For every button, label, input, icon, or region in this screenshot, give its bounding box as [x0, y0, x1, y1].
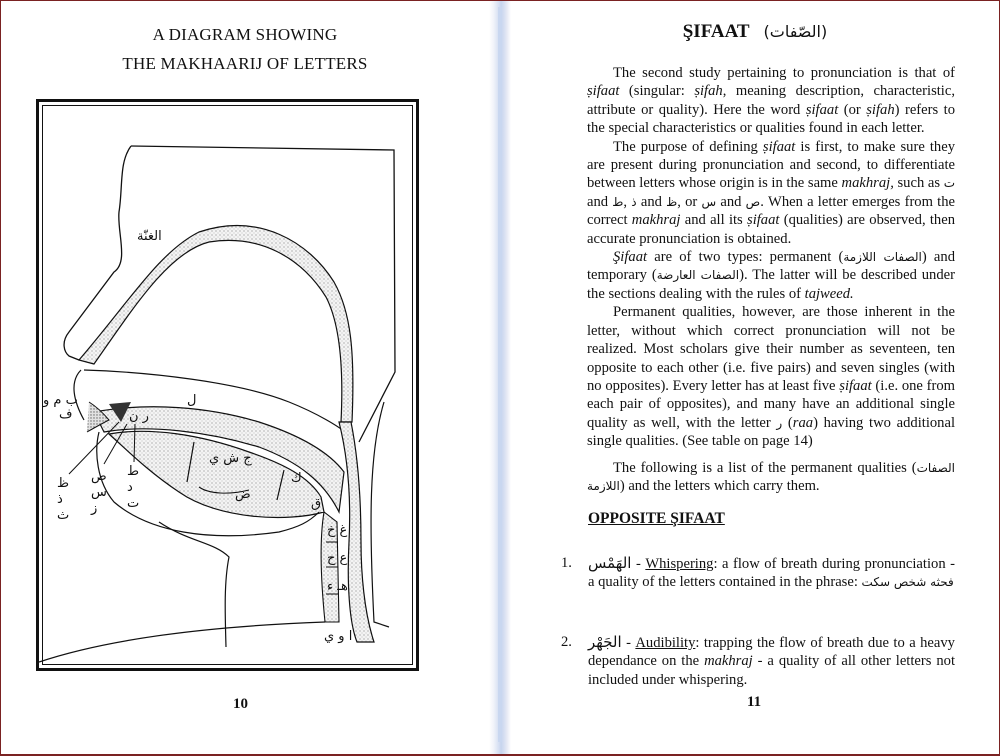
neck-outline: [159, 522, 229, 647]
diagram-title-line1: A DIAGRAM SHOWING: [152, 25, 338, 44]
text-run: Permanent qualities, however, are those inherent in the letter, without which correct pronunciation will not be realized. Most scholars give their number as seventeen, ten opposite to each other (i.e. five pairs) and seven singles (with no opposites). Every letter has at least five: [587, 304, 955, 394]
arabic-text: ت: [943, 176, 956, 191]
label-teeth-2c: ز: [91, 501, 98, 516]
list-item: [561, 554, 955, 592]
label-laam: ل: [187, 393, 197, 408]
italic-term: ṣifaat: [805, 101, 839, 118]
paragraph: [587, 248, 955, 303]
text-run: : a flow of breath during pronunciation - a quality of the letters contained in the phrase:: [588, 556, 955, 591]
text-run: - a quality of all other letters not included under whispering.: [588, 653, 955, 688]
term-label: Whispering: [645, 556, 714, 572]
makhaarij-diagram: [39, 102, 416, 668]
jaw-outline: [97, 432, 322, 536]
italic-term: ṣifaat: [762, 138, 796, 155]
italic-term: makhraj,: [841, 175, 894, 192]
lip-shading: [109, 402, 131, 422]
paragraph: [587, 138, 955, 248]
body-text: [587, 64, 955, 495]
arabic-text: فحثه شخص سكت: [861, 575, 954, 590]
label-teeth-1c: ث: [57, 508, 70, 523]
italic-term: ṣifah: [866, 101, 895, 118]
label-nasal: الغنّة: [137, 229, 162, 244]
arabic-text: ر: [776, 415, 783, 430]
arabic-text: ط: [612, 194, 624, 209]
diagram-title-line2: THE MAKHAARIJ OF LETTERS: [122, 54, 368, 73]
italic-term: ṣifaat: [839, 377, 872, 394]
arabic-text: الصفات اللازمة: [843, 250, 922, 265]
paragraph: [587, 64, 955, 138]
title-arabic: (الصّفات): [763, 22, 828, 41]
text-run: are of two types: permanent (: [647, 249, 844, 266]
text-run: and: [587, 193, 613, 210]
head-outline: [131, 146, 395, 442]
italic-term: ṣifaat: [747, 212, 780, 229]
label-kaaf: ك: [291, 471, 302, 486]
italic-term: raa: [792, 414, 814, 431]
arabic-text: الصفات العارضة: [656, 268, 740, 283]
title-text: ŞIFAAT: [682, 21, 750, 42]
text-run: The second study pertaining to pronunciation is that of: [613, 65, 955, 81]
label-haa-hamza: هـ ء: [327, 579, 348, 594]
text-run: The following is a list of the permanent qualities (: [613, 459, 917, 476]
larynx-column: [321, 512, 339, 622]
label-raa-noon: ر ن: [129, 409, 149, 424]
text-run: (i.e. one from each pair of opposites), and many have an additional single quality as well, with the letter: [587, 377, 955, 431]
palate: [84, 370, 345, 432]
upper-lip: [74, 370, 84, 420]
separator: -: [631, 556, 646, 572]
italic-term: makhraj: [704, 653, 753, 670]
text-run: , or: [677, 193, 702, 210]
arabic-text: ذ: [631, 194, 637, 209]
arabic-term: الهَمْس: [588, 554, 632, 572]
label-teeth-3b: د: [127, 480, 133, 495]
separator: -: [621, 635, 636, 651]
list-item: [561, 633, 955, 689]
label-jeem-sheen-yaa: ج ش ي: [209, 451, 252, 466]
arabic-text: ظ: [666, 194, 678, 209]
left-page: [1, 1, 489, 754]
text-run: is first, to make sure they are present during pronunciation and second, to differentiate between letters whose origin is in the same: [587, 138, 955, 192]
text-run: , meaning description, characteristic, attribute or quality). Here the word: [587, 83, 955, 118]
arabic-term: الجَهْر: [588, 633, 622, 651]
italic-term: ṣifaat: [587, 83, 620, 100]
label-lips: ب م و: [43, 393, 78, 408]
label-teeth-2a: ص: [91, 469, 107, 484]
throat-band: [339, 422, 374, 642]
text-run: ). The latter will be described under the sections dealing with the rules of: [587, 267, 955, 302]
label-teeth-3c: ت: [127, 496, 140, 511]
text-run: and: [716, 193, 746, 210]
label-ain-haa: ع ح: [327, 551, 348, 566]
italic-term: Şifaat: [613, 249, 648, 266]
arabic-text: ص: [745, 194, 761, 209]
text-run: ) and the letters which carry them.: [619, 477, 820, 494]
section-heading: OPPOSITE ŞIFAAT: [588, 510, 725, 527]
text-run: and: [636, 193, 667, 210]
label-teeth-1b: ذ: [57, 492, 63, 507]
text-run: ) refers to the special characteristics or qualities found in each letter.: [587, 101, 955, 137]
arabic-text: س: [701, 194, 717, 209]
term-label: Audibility: [635, 635, 696, 651]
text-run: . When a letter emerges from the correct: [587, 193, 955, 229]
label-alif-waw-yaa: ا و ي: [324, 629, 353, 644]
paragraph: [587, 459, 955, 496]
nose-outline: [64, 146, 131, 360]
text-run: (qualities) are observed, then accurate pronunciation is obtained.: [587, 212, 956, 247]
italic-term: ṣifah: [694, 83, 723, 100]
text-run: (singular:: [619, 83, 695, 100]
text-run: such as: [893, 175, 944, 192]
label-teeth-3a: ط: [127, 464, 140, 479]
text-run: (: [782, 414, 793, 431]
page-number-right: 11: [747, 694, 762, 710]
tongue-body: [109, 431, 324, 517]
text-run: ) having two additional single qualities. (See table on page 14): [587, 414, 955, 450]
text-run: ,: [623, 193, 632, 210]
tongue-band: [94, 407, 344, 512]
arabic-text: الصفات اللازمة: [587, 460, 955, 493]
italic-term: makhraj: [631, 212, 681, 229]
paragraph: [587, 303, 955, 450]
text-run: The purpose of defining: [613, 138, 763, 155]
label-ghain-khaa: غ خ: [327, 523, 348, 538]
label-teeth-2b: س: [91, 485, 107, 500]
list-number: 1.: [561, 555, 572, 571]
italic-term: tajweed.: [804, 285, 854, 302]
text-run: and all its: [680, 212, 748, 229]
text-run: ) and temporary (: [587, 249, 955, 284]
text-run: (or: [838, 101, 867, 118]
list-number: 2.: [561, 634, 572, 650]
spine-shadow: [498, 7, 502, 742]
label-faa: ف: [59, 407, 73, 422]
label-daad: ض: [235, 487, 251, 502]
text-run: : trapping the flow of breath due to a heavy dependance on the: [588, 635, 955, 670]
list-body: [588, 633, 955, 689]
diagram-frame: [36, 99, 419, 671]
label-qaaf: ق: [311, 496, 322, 511]
nasal-passage: [79, 226, 353, 422]
list-body: [588, 554, 955, 592]
page-title: [511, 21, 999, 43]
label-teeth-1a: ظ: [57, 476, 70, 491]
page-number-left: 10: [233, 696, 248, 712]
